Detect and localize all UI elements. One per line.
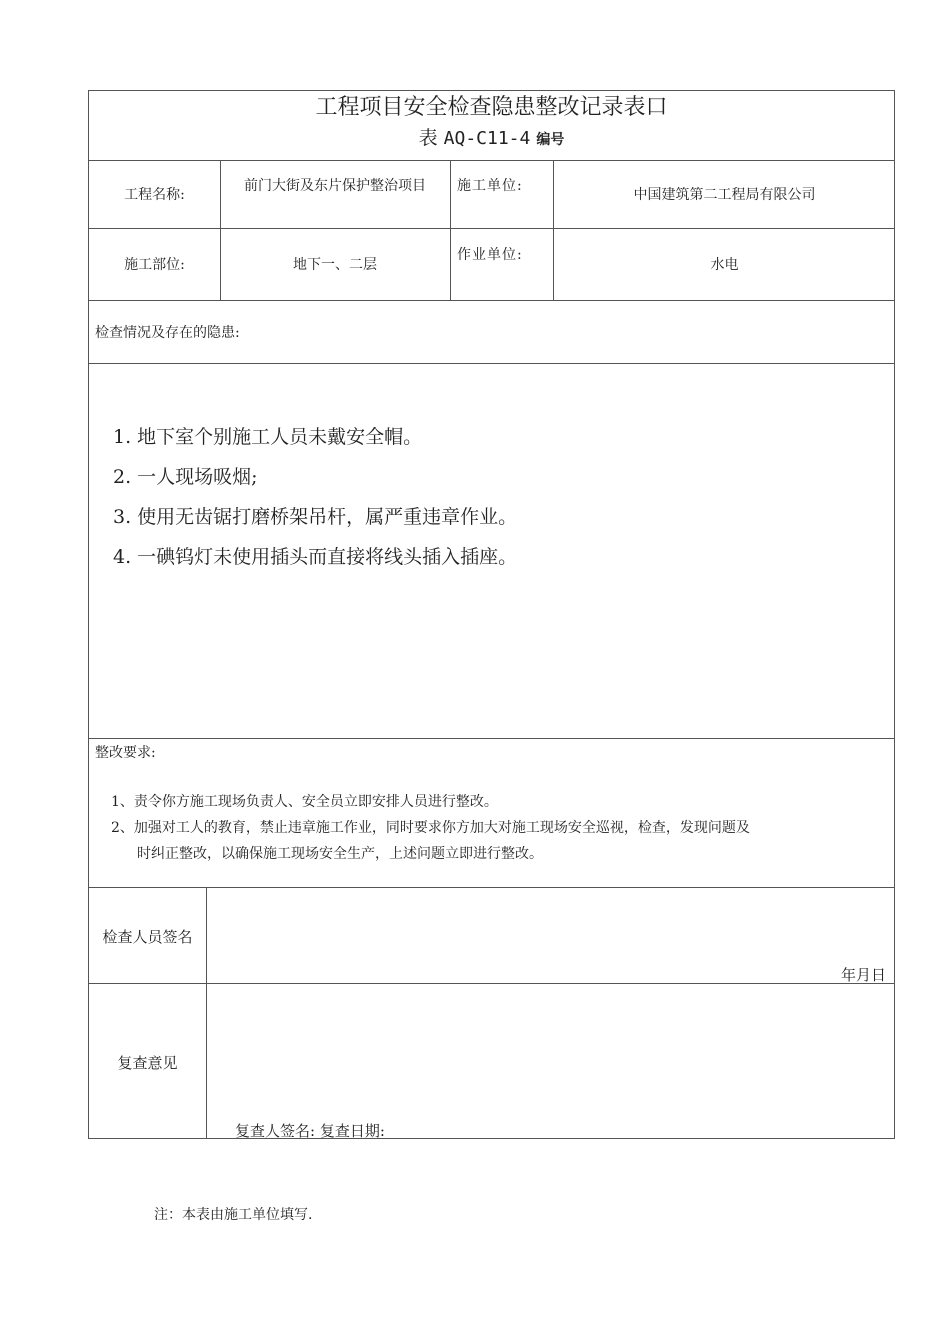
project-name-value: 前门大街及东片保护整治项目 [244, 178, 426, 194]
divider [220, 160, 221, 300]
form-subtitle [89, 125, 894, 153]
divider [89, 300, 894, 301]
form-note: 注：本表由施工单位填写. [154, 1207, 313, 1223]
work-unit-label: 作业单位: [457, 247, 523, 263]
inspection-item: 4. 一碘钨灯未使用插头而直接将线头插入插座。 [113, 546, 518, 568]
form-title: 工程项目安全检查隐患整改记录表口 [315, 95, 668, 120]
divider [553, 160, 554, 300]
divider [89, 228, 894, 229]
rectification-item: 时纠正整改，以确保施工现场安全生产，上述问题立即进行整改。 [137, 846, 543, 862]
construction-part-label: 施工部位: [124, 257, 185, 273]
construction-part-value: 地下一、二层 [293, 257, 377, 273]
rectification-item: 2、加强对工人的教育，禁止违章施工作业，同时要求你方加大对施工现场安全巡视，检查，发现问题及 [111, 820, 750, 836]
divider [450, 160, 451, 300]
inspector-signature-label: 检查人员签名 [102, 928, 193, 946]
inspection-item: 3. 使用无齿锯打磨桥架吊杆，属严重违章作业。 [113, 506, 518, 528]
construction-unit-value: 中国建筑第二工程局有限公司 [633, 187, 816, 203]
divider [89, 887, 894, 888]
divider [89, 983, 894, 984]
form-subtitle-prefix: 表 [418, 127, 438, 149]
divider [89, 363, 894, 364]
rectification-label: 整改要求: [95, 745, 156, 761]
review-signature-date: 复查人签名: 复查日期: [235, 1122, 385, 1140]
inspection-item: 2. 一人现场吸烟; [113, 466, 258, 488]
rectification-record-form [88, 90, 895, 1139]
inspection-item: 1. 地下室个别施工人员未戴安全帽。 [113, 426, 423, 448]
serial-number-label: 编号 [536, 132, 565, 148]
divider [206, 887, 207, 1139]
construction-unit-label: 施工单位: [457, 178, 523, 194]
review-opinion-label: 复查意见 [117, 1054, 178, 1072]
rectification-item: 1、责令你方施工现场负责人、安全员立即安排人员进行整改。 [111, 794, 498, 810]
divider [89, 160, 894, 161]
work-unit-value: 水电 [710, 257, 739, 273]
divider [89, 738, 894, 739]
project-name-label: 工程名称: [124, 187, 185, 203]
inspection-label: 检查情况及存在的隐患: [95, 325, 240, 341]
signature-date-label: 年月日 [841, 966, 887, 984]
form-code: AQ-C11-4 [443, 128, 531, 149]
